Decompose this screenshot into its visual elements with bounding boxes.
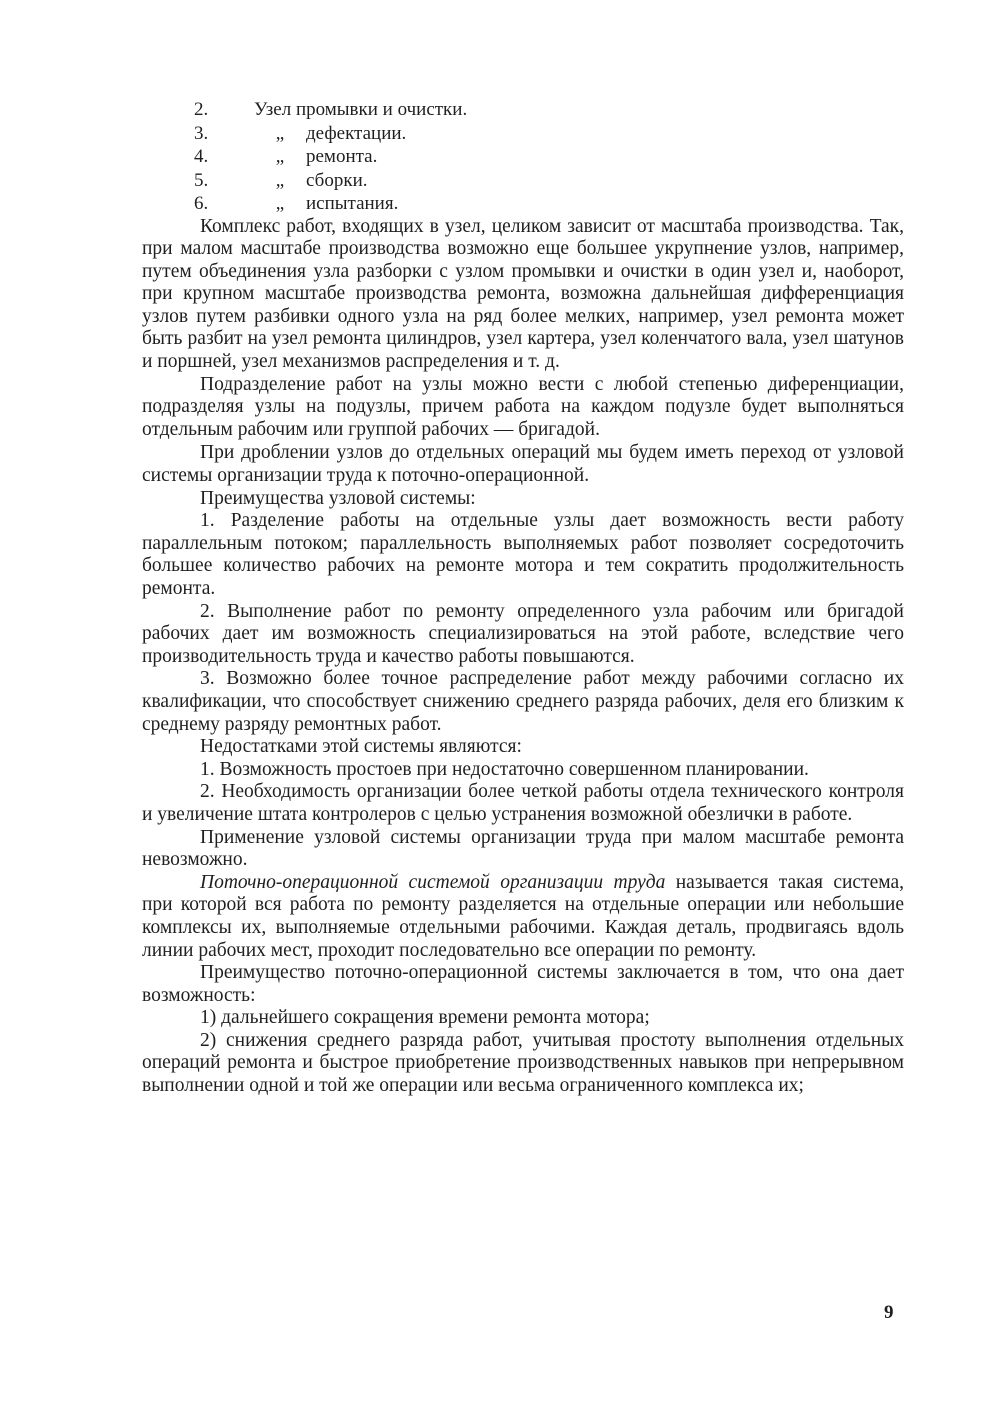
paragraph: 2. Выполнение работ по ремонту определенного узла рабочим или бригадой рабочих дает им возможность специализироваться на этой работе, вследствие чего производительность труда и качество работы повышаются. bbox=[142, 600, 904, 667]
list-item bbox=[142, 98, 904, 122]
paragraph: 2. Необходимость организации более четкой работы отдела технического контроля и увеличение штата контролеров с целью устранения возможной обезлички в работе. bbox=[142, 781, 904, 825]
paragraph: Подразделение работ на узлы можно вести с любой степенью диференциации, подразделяя узлы на подузлы, причем работа на каждом подузле будет выполняться отдельным рабочим или группой рабочих — бригадой. bbox=[142, 373, 904, 440]
list-text: ремонта. bbox=[306, 146, 378, 167]
list-text: дефектации. bbox=[306, 122, 407, 144]
paragraph: 3. Возможно более точное распределение работ между рабочими согласно их квалификации, что способствует снижению среднего разряда рабочих, деля его близким к среднему разряду ремонтных работ. bbox=[142, 668, 904, 735]
list-number: 5. bbox=[194, 169, 209, 191]
paragraph-definition bbox=[142, 872, 904, 962]
list-text: испытания. bbox=[306, 193, 399, 214]
paragraph: 2) снижения среднего разряда работ, учитывая простоту выполнения отдельных операций ремонта и быстрое приобретение производственных навыков при непрерывном выполнении одной и той же операции или весьма ограниченного комплекса их; bbox=[142, 1029, 904, 1097]
list-number: 6. bbox=[194, 193, 209, 214]
paragraph: Применение узловой системы организации труда при малом масштабе ремонта невозможно. bbox=[142, 826, 904, 871]
section-heading: Преимущества узловой системы: bbox=[200, 487, 476, 509]
ditto-mark: „ bbox=[275, 122, 285, 144]
list-item bbox=[142, 145, 904, 169]
list-item bbox=[142, 192, 904, 216]
list-text: Узел промывки и очистки. bbox=[254, 99, 468, 120]
paragraph: 1. Разделение работы на отдельные узлы дает возможность вести работу параллельным потоком; параллельность выполняемых работ позволяет сосредоточить большее количество рабочих на ремонте мотора и тем сократить продолжительность ремонта. bbox=[142, 510, 904, 599]
page-content bbox=[142, 98, 904, 1098]
list-number: 2. bbox=[194, 99, 209, 120]
list-text: сборки. bbox=[306, 169, 368, 191]
section-heading: Недостатками этой системы являются: bbox=[200, 736, 522, 758]
paragraph: Комплекс работ, входящих в узел, целиком зависит от масштаба производства. Так, при малом масштабе производства возможно еще большее укрупнение узлов, например, путем объединения узла разборки с узлом промывки и очистки в один узел и, наоборот, при крупном масштабе производства ремонта, возможна дальнейшая дифференциация узлов путем разбивки одного узла на ряд более мелких, например, узел ремонта может быть разбит на узел ремонта цилиндров, узел картера, узел коленчатого вала, узел шатунов и поршней, узел механизмов распределения и т. д. bbox=[142, 215, 904, 373]
list-number: 3. bbox=[194, 122, 209, 144]
ditto-mark: „ bbox=[275, 193, 285, 214]
definition-text: называется такая система, при которой вся работа по ремонту разделяется на отдельные операции или небольшие комплексы их, выполняемые отдельными рабочими. Каждая деталь, продвигаясь вдоль линии рабочих мест, проходит последовательно все операции по ремонту. bbox=[142, 871, 904, 961]
page-number: 9 bbox=[884, 1302, 894, 1323]
paragraph: 1. Возможность простоев при недостаточно совершенном планировании. bbox=[200, 758, 809, 780]
paragraph: Преимущество поточно-операционной системы заключается в том, что она дает возможность: bbox=[142, 962, 904, 1006]
paragraph: При дроблении узлов до отдельных операций мы будем иметь переход от узловой системы организации труда к поточно-операционной. bbox=[142, 442, 904, 487]
ditto-mark: „ bbox=[275, 169, 285, 191]
ditto-mark: „ bbox=[275, 146, 285, 167]
list-item bbox=[142, 122, 904, 146]
list-number: 4. bbox=[194, 146, 209, 167]
italic-term: Поточно-операционной системой организации труда bbox=[200, 871, 666, 893]
list-item bbox=[142, 169, 904, 193]
paragraph: 1) дальнейшего сокращения времени ремонта мотора; bbox=[200, 1007, 650, 1029]
